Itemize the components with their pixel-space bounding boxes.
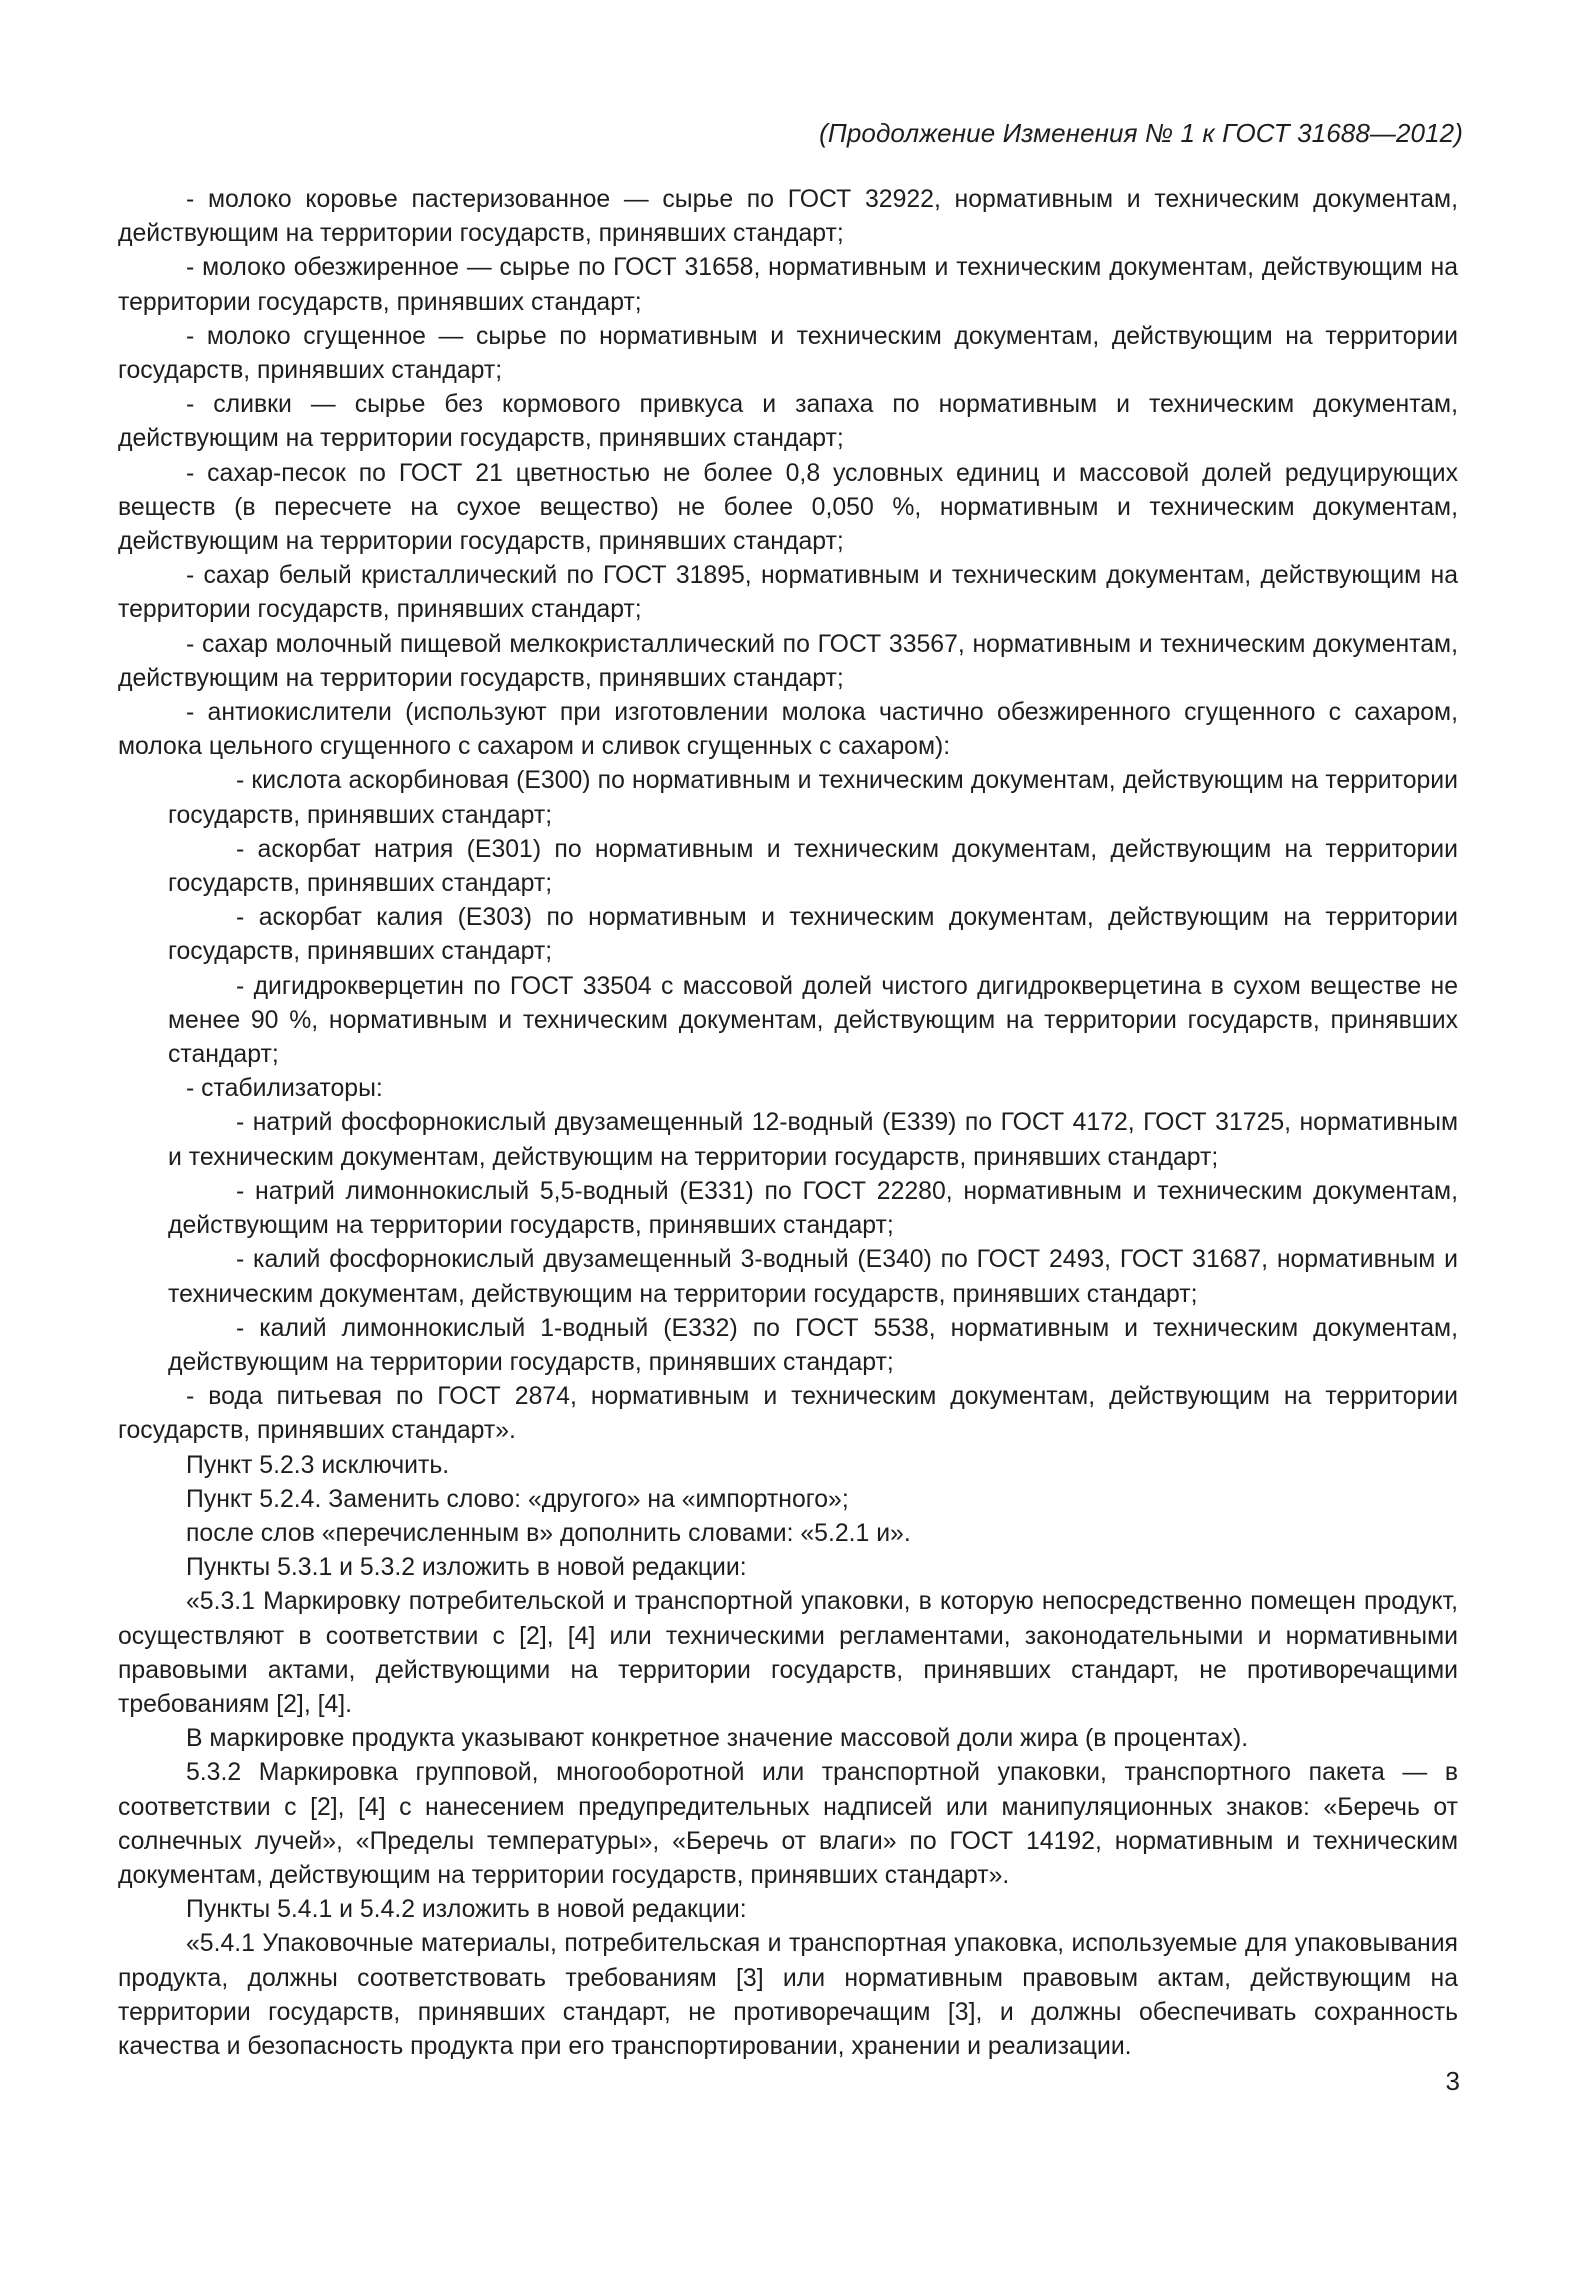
paragraph: после слов «перечисленным в» дополнить словами: «5.2.1 и». (186, 1519, 911, 1547)
paragraph: - сахар молочный пищевой мелкокристаллический по ГОСТ 33567, нормативным и техническим документам, действующим на территории государств, принявших стандарт; (118, 630, 1458, 692)
paragraph: - антиокислители (используют при изготовлении молока частично обезжиренного сгущенного с сахаром, молока цельного сгущенного с сахаром и сливок сгущенных с сахаром): (118, 699, 1458, 761)
paragraph: Пункт 5.2.3 исключить. (186, 1451, 450, 1479)
sub-list-item: - натрий лимоннокислый 5,5-водный (Е331) по ГОСТ 22280, нормативным и техническим документам, действующим на территории государств, принявших стандарт; (168, 1177, 1458, 1240)
document-body (118, 183, 1458, 2064)
sub-list-item: - аскорбат натрия (Е301) по нормативным и техническим документам, действующим на территории государств, принявших стандарт; (168, 835, 1458, 898)
page-header: (Продолжение Изменения № 1 к ГОСТ 31688—2012) (819, 118, 1463, 148)
paragraph: - сливки — сырье без кормового привкуса и запаха по нормативным и техническим документам, действующим на территории государств, принявших стандарт; (118, 391, 1458, 453)
paragraph: Пункт 5.2.4. Заменить слово: «другого» на «импортного»; (186, 1485, 849, 1513)
paragraph: - сахар белый кристаллический по ГОСТ 31895, нормативным и техническим документам, действующим на территории государств, принявших стандарт; (118, 562, 1458, 624)
paragraph: «5.4.1 Упаковочные материалы, потребительская и транспортная упаковка, используемые для упаковывания продукта, должны соответствовать требованиям [3] или нормативным правовым актам, действующим на территории государств, принявших стандарт, не противоречащим [3], и должны обеспечивать сохранность качества и безопасность продукта при его транспортировании, хранении и реализации. (118, 1930, 1458, 2060)
paragraph: Пункты 5.3.1 и 5.3.2 изложить в новой редакции: (186, 1554, 747, 1582)
page-number: 3 (1445, 2066, 1460, 2096)
sub-list-item: - натрий фосфорнокислый двузамещенный 12-водный (Е339) по ГОСТ 4172, ГОСТ 31725, нормативным и техническим документам, действующим на территории государств, принявших стандарт; (168, 1109, 1458, 1171)
paragraph: - сахар-песок по ГОСТ 21 цветностью не более 0,8 условных единиц и массовой долей редуцирующих веществ (в пересчете на сухое вещество) не более 0,050 %, нормативным и техническим документам, действующим на территории государств, принявших стандарт; (118, 459, 1458, 556)
sub-list-item: - калий лимоннокислый 1-водный (Е332) по ГОСТ 5538, нормативным и техническим документам, действующим на территории государств, принявших стандарт; (168, 1314, 1458, 1376)
paragraph: - стабилизаторы: (186, 1075, 383, 1103)
sub-list-item: - калий фосфорнокислый двузамещенный 3-водный (Е340) по ГОСТ 2493, ГОСТ 31687, нормативным и техническим документам, действующим на территории государств, принявших стандарт; (168, 1246, 1458, 1308)
paragraph: - молоко коровье пастеризованное — сырье по ГОСТ 32922, нормативным и техническим документам, действующим на территории государств, принявших стандарт; (118, 186, 1458, 248)
sub-list-item: - дигидрокверцетин по ГОСТ 33504 с массовой долей чистого дигидрокверцетина в сухом веществе не менее 90 %, нормативным и техническим документам, действующим на территории государств, принявших стандарт; (168, 972, 1458, 1069)
paragraph: - молоко сгущенное — сырье по нормативным и техническим документам, действующим на территории государств, принявших стандарт; (118, 322, 1458, 385)
paragraph: - вода питьевая по ГОСТ 2874, нормативным и техническим документам, действующим на территории государств, принявших стандарт». (118, 1383, 1458, 1445)
sub-list-item: - аскорбат калия (Е303) по нормативным и техническим документам, действующим на территории государств, принявших стандарт; (168, 904, 1458, 966)
paragraph: 5.3.2 Маркировка групповой, многооборотной или транспортной упаковки, транспортного пакета — в соответствии с [2], [4] с нанесением предупредительных надписей или манипуляционных знаков: «Беречь от солнечных лучей», «Пределы температуры», «Беречь от влаги» по ГОСТ 14192, нормативным и техническим документам, действующим на территории государств, принявших стандарт». (118, 1759, 1458, 1889)
paragraph: - молоко обезжиренное — сырье по ГОСТ 31658, нормативным и техническим документам, действующим на территории государств, принявших стандарт; (118, 254, 1458, 316)
paragraph: В маркировке продукта указывают конкретное значение массовой доли жира (в процентах). (186, 1725, 1249, 1753)
paragraph: «5.3.1 Маркировку потребительской и транспортной упаковки, в которую непосредственно помещен продукт, осуществляют в соответствии с [2], [4] или техническими регламентами, законодательными и нормативными правовыми актами, действующими на территории государств, принявших стандарт, не противоречащими требованиям [2], [4]. (118, 1588, 1458, 1718)
sub-list-item: - кислота аскорбиновая (Е300) по нормативным и техническим документам, действующим на территории государств, принявших стандарт; (168, 767, 1458, 829)
paragraph: Пункты 5.4.1 и 5.4.2 изложить в новой редакции: (186, 1896, 747, 1924)
